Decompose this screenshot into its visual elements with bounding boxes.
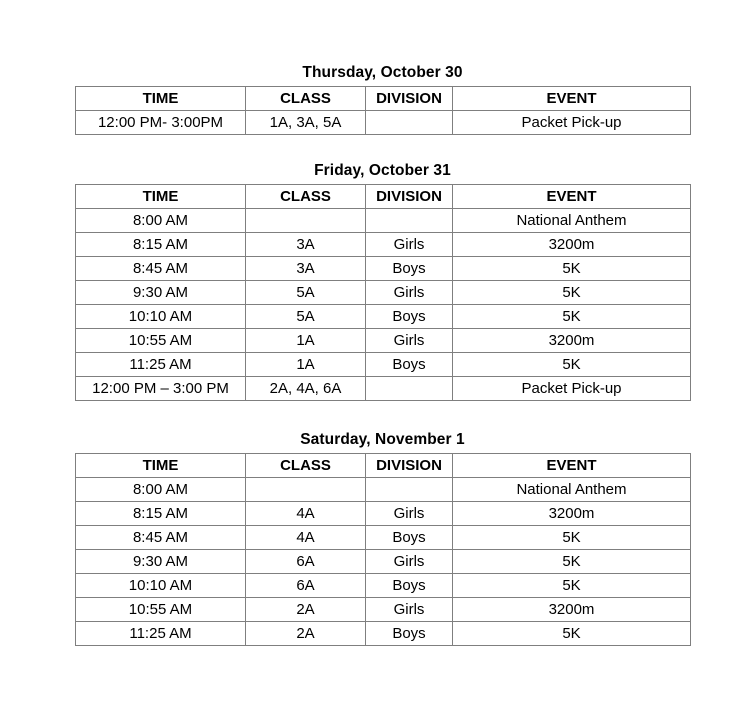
cell-class: 1A, 3A, 5A xyxy=(246,111,366,135)
cell-class xyxy=(246,478,366,502)
meet-schedule-document xyxy=(75,0,690,646)
schedule-table xyxy=(75,184,691,401)
cell-time: 10:55 AM xyxy=(76,329,246,353)
cell-class: 1A xyxy=(246,353,366,377)
table-row xyxy=(76,502,691,526)
cell-time: 8:15 AM xyxy=(76,233,246,257)
table-row xyxy=(76,281,691,305)
column-header-event: EVENT xyxy=(453,87,691,111)
column-header-class: CLASS xyxy=(246,87,366,111)
cell-time: 10:10 AM xyxy=(76,305,246,329)
cell-class: 2A, 4A, 6A xyxy=(246,377,366,401)
schedule-day-block xyxy=(75,0,690,135)
cell-time: 10:55 AM xyxy=(76,598,246,622)
column-header-division: DIVISION xyxy=(366,454,453,478)
cell-division: Boys xyxy=(366,353,453,377)
cell-event: National Anthem xyxy=(453,478,691,502)
cell-time: 11:25 AM xyxy=(76,622,246,646)
table-row xyxy=(76,550,691,574)
schedule-day-block xyxy=(75,430,690,646)
cell-time: 10:10 AM xyxy=(76,574,246,598)
cell-class: 4A xyxy=(246,502,366,526)
cell-class: 2A xyxy=(246,598,366,622)
table-row xyxy=(76,377,691,401)
cell-class: 5A xyxy=(246,281,366,305)
cell-event: 3200m xyxy=(453,329,691,353)
cell-time: 8:00 AM xyxy=(76,478,246,502)
cell-division: Boys xyxy=(366,622,453,646)
cell-event: Packet Pick-up xyxy=(453,377,691,401)
cell-event: 5K xyxy=(453,550,691,574)
cell-division: Boys xyxy=(366,526,453,550)
cell-event: 5K xyxy=(453,526,691,550)
cell-division: Girls xyxy=(366,233,453,257)
table-title: Saturday, November 1 xyxy=(300,431,465,448)
cell-time: 12:00 PM – 3:00 PM xyxy=(76,377,246,401)
cell-class: 1A xyxy=(246,329,366,353)
cell-division: Girls xyxy=(366,550,453,574)
table-row xyxy=(76,257,691,281)
column-header-division: DIVISION xyxy=(366,185,453,209)
header-row xyxy=(76,185,691,209)
column-header-time: TIME xyxy=(76,454,246,478)
table-row xyxy=(76,233,691,257)
table-row xyxy=(76,526,691,550)
cell-event: 5K xyxy=(453,622,691,646)
cell-event: 3200m xyxy=(453,598,691,622)
table-row xyxy=(76,574,691,598)
cell-time: 8:15 AM xyxy=(76,502,246,526)
cell-event: 5K xyxy=(453,353,691,377)
column-header-event: EVENT xyxy=(453,185,691,209)
cell-event: 3200m xyxy=(453,233,691,257)
cell-time: 9:30 AM xyxy=(76,281,246,305)
table-row xyxy=(76,305,691,329)
cell-time: 12:00 PM- 3:00PM xyxy=(76,111,246,135)
table-row xyxy=(76,329,691,353)
cell-division: Girls xyxy=(366,502,453,526)
cell-class xyxy=(246,209,366,233)
cell-division xyxy=(366,377,453,401)
cell-class: 6A xyxy=(246,574,366,598)
table-row xyxy=(76,598,691,622)
cell-event: 5K xyxy=(453,281,691,305)
table-title: Thursday, October 30 xyxy=(302,64,463,81)
cell-division: Boys xyxy=(366,305,453,329)
table-title: Friday, October 31 xyxy=(314,162,451,179)
cell-event: 5K xyxy=(453,574,691,598)
cell-division xyxy=(366,111,453,135)
cell-time: 8:45 AM xyxy=(76,526,246,550)
cell-class: 4A xyxy=(246,526,366,550)
cell-time: 8:45 AM xyxy=(76,257,246,281)
column-header-division: DIVISION xyxy=(366,87,453,111)
cell-event: National Anthem xyxy=(453,209,691,233)
schedule-day-block xyxy=(75,161,690,401)
schedule-table xyxy=(75,453,691,646)
cell-division: Girls xyxy=(366,598,453,622)
cell-class: 6A xyxy=(246,550,366,574)
header-row xyxy=(76,87,691,111)
cell-division: Boys xyxy=(366,257,453,281)
cell-class: 3A xyxy=(246,257,366,281)
cell-time: 8:00 AM xyxy=(76,209,246,233)
cell-division: Boys xyxy=(366,574,453,598)
cell-event: 3200m xyxy=(453,502,691,526)
table-row xyxy=(76,478,691,502)
column-header-event: EVENT xyxy=(453,454,691,478)
column-header-class: CLASS xyxy=(246,185,366,209)
table-row xyxy=(76,353,691,377)
cell-class: 5A xyxy=(246,305,366,329)
header-row xyxy=(76,454,691,478)
cell-time: 11:25 AM xyxy=(76,353,246,377)
cell-division xyxy=(366,209,453,233)
cell-class: 3A xyxy=(246,233,366,257)
column-header-class: CLASS xyxy=(246,454,366,478)
cell-division: Girls xyxy=(366,329,453,353)
cell-class: 2A xyxy=(246,622,366,646)
schedule-table xyxy=(75,86,691,135)
cell-time: 9:30 AM xyxy=(76,550,246,574)
cell-division xyxy=(366,478,453,502)
cell-event: 5K xyxy=(453,305,691,329)
cell-event: Packet Pick-up xyxy=(453,111,691,135)
table-row xyxy=(76,209,691,233)
cell-division: Girls xyxy=(366,281,453,305)
table-row xyxy=(76,111,691,135)
column-header-time: TIME xyxy=(76,185,246,209)
column-header-time: TIME xyxy=(76,87,246,111)
cell-event: 5K xyxy=(453,257,691,281)
table-row xyxy=(76,622,691,646)
